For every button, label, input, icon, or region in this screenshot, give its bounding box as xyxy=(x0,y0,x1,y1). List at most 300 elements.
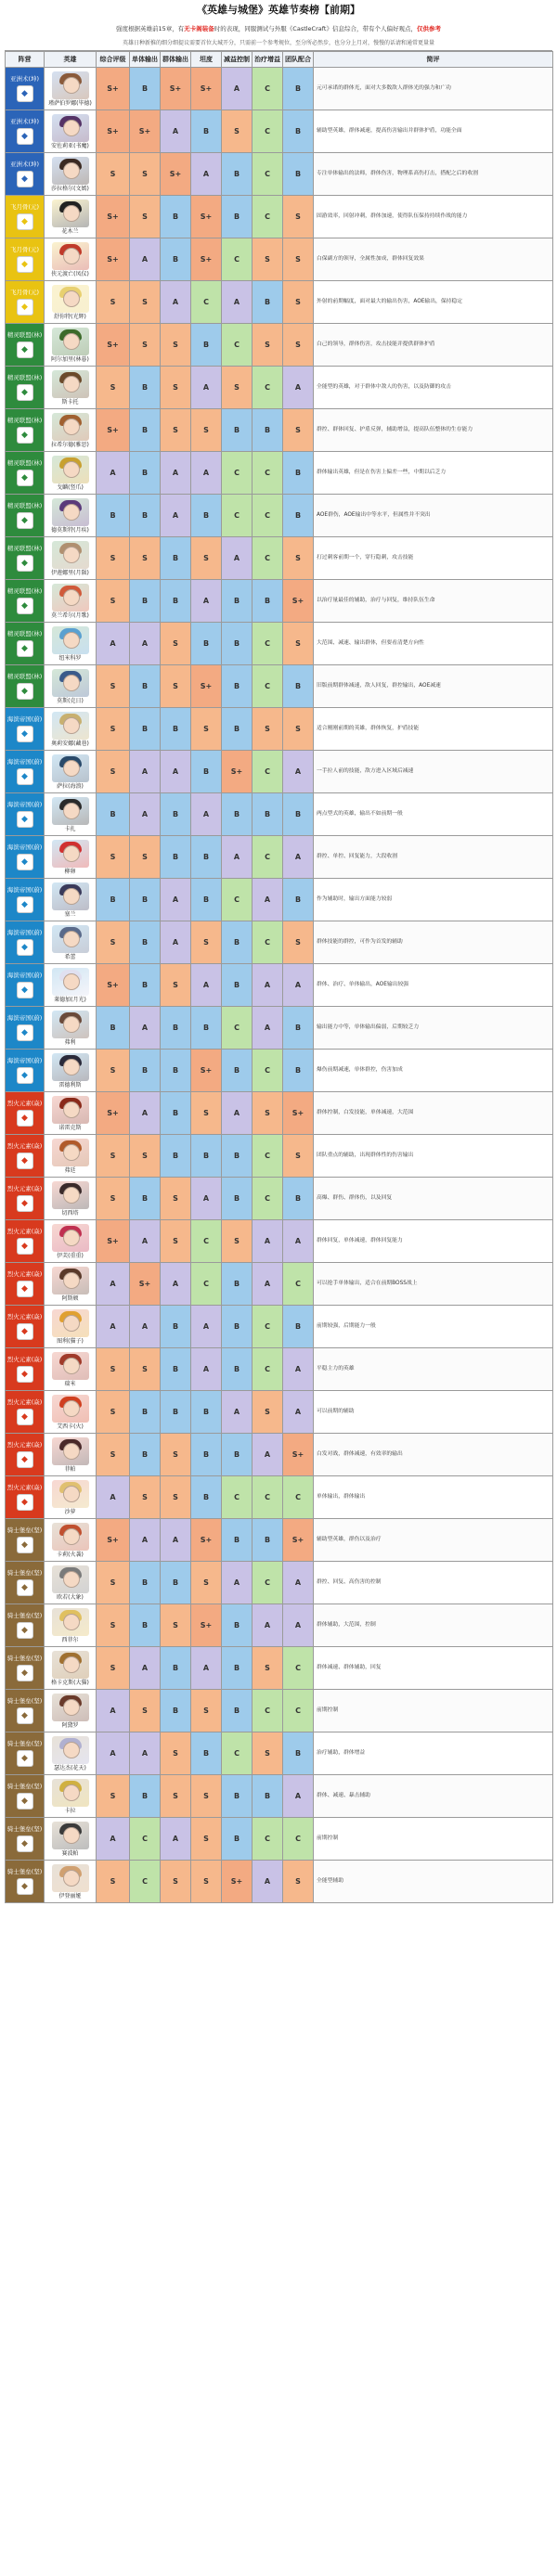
grade-single-dps: S+ xyxy=(130,110,161,153)
col-header-team-synergy: 团队配合 xyxy=(283,52,314,68)
hero-name: 舒你特(光辉) xyxy=(54,314,86,320)
faction-emblem-icon: ◆ xyxy=(17,1110,33,1127)
grade-heal-buff: A xyxy=(253,1434,283,1476)
col-header-hero: 英雄 xyxy=(45,52,97,68)
grade-aoe-dps: S xyxy=(161,409,191,452)
hero-portrait xyxy=(52,1395,89,1423)
grade-single-dps: B xyxy=(130,879,161,921)
faction-label: 海滨帝国(蔚) xyxy=(6,1014,43,1022)
hero-row xyxy=(6,324,553,367)
grade-aoe-dps: A xyxy=(161,1519,191,1562)
grade-single-dps: S xyxy=(130,153,161,196)
grade-debuff-control: B xyxy=(222,580,253,623)
hero-portrait xyxy=(52,840,89,868)
grade-single-dps: S xyxy=(130,1135,161,1178)
grade-tankiness: S xyxy=(191,1818,222,1861)
faction-emblem-icon: ◆ xyxy=(17,1195,33,1212)
grade-team-synergy: C xyxy=(283,1690,314,1732)
grade-single-dps: S xyxy=(130,836,161,879)
secondary-note: 英雄日种新推的细分细提议需要首位大城开分，只需前一个参考规位，至分所必然步，也分分上月对，慢慢的话请和通常更量量 xyxy=(5,37,552,51)
hero-comment: 爆伤前期减速，单体群控，伤害加成 xyxy=(314,1050,553,1092)
grade-overall: S xyxy=(97,1861,130,1903)
hero-portrait xyxy=(52,669,89,697)
hero-comment: 辅助型英雄，群体减速，提高伤害输出并群体护盾，功能全面 xyxy=(314,110,553,153)
portrait-face xyxy=(63,888,80,905)
grade-single-dps: B xyxy=(130,921,161,964)
disclaimer-note xyxy=(5,20,552,37)
hero-row xyxy=(6,793,553,836)
grade-single-dps: B xyxy=(130,367,161,409)
faction-label: 精灵联盟(林) xyxy=(6,459,43,467)
hero-name: 沙萝 xyxy=(64,1509,76,1515)
grade-overall: B xyxy=(97,879,130,921)
col-header-single-dps: 单体输出 xyxy=(130,52,161,68)
faction-emblem-icon: ◆ xyxy=(17,1494,33,1511)
grade-overall: S+ xyxy=(97,196,130,238)
grade-tankiness: A xyxy=(191,1348,222,1391)
hero-portrait xyxy=(52,712,89,740)
hero-name: 伊芙(重重) xyxy=(57,1253,84,1259)
portrait-face xyxy=(63,1571,80,1588)
grade-tankiness: S+ xyxy=(191,1050,222,1092)
portrait-face xyxy=(63,1528,80,1545)
grade-single-dps: B xyxy=(130,495,161,537)
faction-label: 骑士堡垒(坚) xyxy=(6,1569,43,1577)
hero-comment: 旧版前期群体减速，敌人回复，群控输出，AOE减速 xyxy=(314,665,553,708)
grade-single-dps: B xyxy=(130,1391,161,1434)
grade-heal-buff: C xyxy=(253,110,283,153)
portrait-face xyxy=(63,632,80,649)
grade-tankiness: B xyxy=(191,1476,222,1519)
grade-debuff-control: B xyxy=(222,623,253,665)
portrait-face xyxy=(63,1144,80,1161)
faction-cell xyxy=(6,580,45,623)
faction-label: 烈火元素(焱) xyxy=(6,1313,43,1320)
grade-single-dps: B xyxy=(130,1178,161,1220)
grade-single-dps: S+ xyxy=(130,1263,161,1306)
hero-name: 伊莲娜里(月陨) xyxy=(51,570,89,576)
grade-tankiness: S+ xyxy=(191,1519,222,1562)
hero-name: 戈麟(竖爪) xyxy=(57,484,84,491)
faction-emblem-icon: ◆ xyxy=(17,1366,33,1383)
grade-heal-buff: S xyxy=(253,238,283,281)
grade-overall: S+ xyxy=(97,409,130,452)
faction-cell xyxy=(6,1135,45,1178)
portrait-face xyxy=(63,1230,80,1246)
hero-comment: 两点型式的英雄，输出不如前期一般 xyxy=(314,793,553,836)
grade-tankiness: B xyxy=(191,1434,222,1476)
hero-comment: 适合刚刚前期的英雄，群体恢复，护盾技能 xyxy=(314,708,553,751)
hero-cell xyxy=(45,1732,97,1775)
hero-comment: 群体减速、群体辅助，回复 xyxy=(314,1647,553,1690)
grade-aoe-dps: S xyxy=(161,367,191,409)
grade-heal-buff: C xyxy=(253,452,283,495)
grade-debuff-control: B xyxy=(222,708,253,751)
grade-heal-buff: A xyxy=(253,1007,283,1050)
grade-debuff-control: A xyxy=(222,1562,253,1604)
grade-single-dps: B xyxy=(130,708,161,751)
hero-portrait xyxy=(52,200,89,227)
grade-aoe-dps: B xyxy=(161,793,191,836)
portrait-face xyxy=(63,1699,80,1716)
hero-portrait xyxy=(52,498,89,526)
grade-aoe-dps: S xyxy=(161,665,191,708)
grade-aoe-dps: S xyxy=(161,324,191,367)
hero-row xyxy=(6,1604,553,1647)
hero-name: 卡拉 xyxy=(64,1808,76,1814)
hero-row xyxy=(6,1306,553,1348)
hero-portrait xyxy=(52,1779,89,1807)
portrait-face xyxy=(63,1443,80,1460)
grade-overall: S xyxy=(97,580,130,623)
faction-cell xyxy=(6,409,45,452)
faction-label: 精灵联盟(林) xyxy=(6,502,43,509)
portrait-face xyxy=(63,717,80,734)
faction-label: 烈火元素(焱) xyxy=(6,1100,43,1107)
col-header-tankiness: 坦度 xyxy=(191,52,222,68)
grade-heal-buff: B xyxy=(253,1519,283,1562)
grade-heal-buff: A xyxy=(253,879,283,921)
grade-team-synergy: A xyxy=(283,367,314,409)
hero-row xyxy=(6,281,553,324)
faction-label: 骑士堡垒(坚) xyxy=(6,1526,43,1534)
faction-label: 海滨帝国(蔚) xyxy=(6,929,43,936)
grade-heal-buff: A xyxy=(253,964,283,1007)
hero-cell xyxy=(45,1604,97,1647)
hero-cell xyxy=(45,623,97,665)
hero-name: 希蕾 xyxy=(64,954,76,960)
hero-comment: 群控、单控、回复能力，大段收割 xyxy=(314,836,553,879)
faction-cell xyxy=(6,1050,45,1092)
grade-debuff-control: A xyxy=(222,537,253,580)
grade-single-dps: A xyxy=(130,1092,161,1135)
hero-cell xyxy=(45,1647,97,1690)
portrait-face xyxy=(63,1059,80,1075)
faction-emblem-icon: ◆ xyxy=(17,341,33,358)
grade-tankiness: A xyxy=(191,1647,222,1690)
hero-row xyxy=(6,1178,553,1220)
faction-label: 精灵联盟(林) xyxy=(6,545,43,552)
grade-tankiness: B xyxy=(191,324,222,367)
faction-label: 骑士堡垒(坚) xyxy=(6,1655,43,1662)
hero-name: 赛波帕 xyxy=(61,1850,79,1857)
grade-aoe-dps: S xyxy=(161,964,191,1007)
grade-team-synergy: A xyxy=(283,1391,314,1434)
faction-cell xyxy=(6,110,45,153)
grade-overall: S xyxy=(97,1647,130,1690)
hero-cell xyxy=(45,921,97,964)
faction-cell xyxy=(6,1220,45,1263)
hero-name: 花木兰 xyxy=(61,228,79,235)
grade-tankiness: S xyxy=(191,537,222,580)
grade-heal-buff: S xyxy=(253,708,283,751)
hero-comment: AOE群伤，AOE输出中等水平，但属性并不突出 xyxy=(314,495,553,537)
grade-team-synergy: B xyxy=(283,1306,314,1348)
portrait-face xyxy=(63,1187,80,1204)
faction-cell xyxy=(6,1092,45,1135)
portrait-face xyxy=(63,1315,80,1332)
grade-debuff-control: B xyxy=(222,153,253,196)
faction-label: 飞月骨(元) xyxy=(9,246,40,253)
hero-cell xyxy=(45,1007,97,1050)
hero-row xyxy=(6,665,553,708)
grade-team-synergy: S xyxy=(283,537,314,580)
faction-label: 海滨帝国(蔚) xyxy=(6,844,43,851)
faction-emblem-icon: ◆ xyxy=(17,1878,33,1895)
grade-overall: S+ xyxy=(97,238,130,281)
faction-emblem-icon: ◆ xyxy=(17,384,33,401)
grade-heal-buff: S xyxy=(253,1647,283,1690)
faction-emblem-icon: ◆ xyxy=(17,1409,33,1425)
grade-heal-buff: C xyxy=(253,196,283,238)
hero-comment: 打过刺客前期一个，穿行隐刺，攻击技能 xyxy=(314,537,553,580)
col-header-heal-buff: 治疗增益 xyxy=(253,52,283,68)
faction-cell xyxy=(6,1434,45,1476)
grade-aoe-dps: B xyxy=(161,1348,191,1391)
hero-row xyxy=(6,1519,553,1562)
hero-comment: 以治疗量最佳的辅助，治疗与回复，维持队伍生命 xyxy=(314,580,553,623)
portrait-face xyxy=(63,1784,80,1801)
grade-single-dps: S xyxy=(130,1476,161,1519)
grade-aoe-dps: S xyxy=(161,1434,191,1476)
faction-label: 精灵联盟(林) xyxy=(6,587,43,595)
faction-cell xyxy=(6,964,45,1007)
faction-emblem-icon: ◆ xyxy=(17,1793,33,1810)
hero-row xyxy=(6,964,553,1007)
grade-team-synergy: A xyxy=(283,1562,314,1604)
hero-name: 莫斯(克日) xyxy=(57,698,84,704)
faction-cell xyxy=(6,537,45,580)
hero-cell xyxy=(45,68,97,110)
grade-single-dps: C xyxy=(130,1818,161,1861)
grade-single-dps: B xyxy=(130,580,161,623)
faction-emblem-icon: ◆ xyxy=(17,1537,33,1553)
hero-name: 奥莉安娜(藏巷) xyxy=(51,741,89,747)
grade-overall: A xyxy=(97,623,130,665)
grade-single-dps: A xyxy=(130,623,161,665)
hero-portrait xyxy=(52,1224,89,1252)
grade-single-dps: A xyxy=(130,1220,161,1263)
hero-portrait xyxy=(52,1565,89,1593)
grade-debuff-control: B xyxy=(222,1519,253,1562)
grade-tankiness: B xyxy=(191,1007,222,1050)
grade-tankiness: S xyxy=(191,1861,222,1903)
hero-cell xyxy=(45,495,97,537)
faction-label: 亚洲术(坤) xyxy=(9,161,40,168)
hero-portrait xyxy=(52,1267,89,1294)
grade-aoe-dps: B xyxy=(161,1092,191,1135)
grade-tankiness: B xyxy=(191,836,222,879)
hero-row xyxy=(6,367,553,409)
hero-cell xyxy=(45,708,97,751)
grade-debuff-control: B xyxy=(222,921,253,964)
grade-team-synergy: A xyxy=(283,1220,314,1263)
hero-portrait xyxy=(52,1053,89,1081)
hero-portrait xyxy=(52,242,89,270)
hero-row xyxy=(6,1562,553,1604)
grade-team-synergy: S xyxy=(283,238,314,281)
grade-aoe-dps: A xyxy=(161,751,191,793)
grade-aoe-dps: A xyxy=(161,110,191,153)
grade-single-dps: S xyxy=(130,537,161,580)
faction-emblem-icon: ◆ xyxy=(17,1281,33,1297)
grade-tankiness: C xyxy=(191,1220,222,1263)
faction-cell xyxy=(6,708,45,751)
grade-overall: S xyxy=(97,751,130,793)
hero-row xyxy=(6,1092,553,1135)
hero-portrait xyxy=(52,1480,89,1508)
grade-debuff-control: A xyxy=(222,1092,253,1135)
hero-portrait xyxy=(52,1352,89,1380)
grade-tankiness: C xyxy=(191,1263,222,1306)
portrait-face xyxy=(63,419,80,435)
grade-overall: S xyxy=(97,153,130,196)
table-body xyxy=(6,68,553,1903)
hero-comment: 前期控制 xyxy=(314,1818,553,1861)
faction-label: 海滨帝国(蔚) xyxy=(6,715,43,723)
hero-cell xyxy=(45,793,97,836)
hero-name: 瑟达杰(花天) xyxy=(54,1765,86,1771)
hero-cell xyxy=(45,409,97,452)
grade-aoe-dps: B xyxy=(161,1007,191,1050)
grade-aoe-dps: S xyxy=(161,1732,191,1775)
grade-heal-buff: C xyxy=(253,1050,283,1092)
faction-label: 飞月骨(元) xyxy=(9,289,40,296)
hero-row xyxy=(6,751,553,793)
hero-name: 纽米科罗 xyxy=(58,655,82,662)
hero-name: 柳卵 xyxy=(64,869,76,875)
hero-name: 弗廷 xyxy=(64,1167,76,1174)
grade-aoe-dps: B xyxy=(161,836,191,879)
grade-debuff-control: C xyxy=(222,495,253,537)
hero-cell xyxy=(45,1818,97,1861)
hero-cell xyxy=(45,1434,97,1476)
grade-debuff-control: B xyxy=(222,1348,253,1391)
portrait-face xyxy=(63,162,80,179)
hero-portrait xyxy=(52,1309,89,1337)
grade-heal-buff: C xyxy=(253,751,283,793)
faction-cell xyxy=(6,836,45,879)
faction-emblem-icon: ◆ xyxy=(17,939,33,956)
grade-aoe-dps: B xyxy=(161,1050,191,1092)
hero-row xyxy=(6,580,553,623)
hero-portrait xyxy=(52,157,89,185)
hero-portrait xyxy=(52,456,89,483)
grade-tankiness: B xyxy=(191,879,222,921)
hero-cell xyxy=(45,1562,97,1604)
hero-portrait xyxy=(52,1437,89,1465)
grade-overall: S xyxy=(97,708,130,751)
col-header-comment: 简评 xyxy=(314,52,553,68)
grade-overall: S xyxy=(97,537,130,580)
grade-overall: S xyxy=(97,1604,130,1647)
grade-single-dps: B xyxy=(130,68,161,110)
faction-cell xyxy=(6,1861,45,1903)
table-header-row xyxy=(6,52,553,68)
hero-comment: 大范围、减速、输出群体，但要看清楚方向性 xyxy=(314,623,553,665)
hero-cell xyxy=(45,1263,97,1306)
hero-cell xyxy=(45,665,97,708)
grade-team-synergy: S xyxy=(283,1135,314,1178)
grade-tankiness: S xyxy=(191,1690,222,1732)
hero-name: 阿黛罗 xyxy=(61,1722,79,1729)
hero-name: 欧若(大象) xyxy=(57,1594,84,1601)
grade-aoe-dps: A xyxy=(161,1818,191,1861)
faction-emblem-icon: ◆ xyxy=(17,555,33,572)
grade-debuff-control: B xyxy=(222,964,253,1007)
hero-name: 阿斯顿 xyxy=(61,1295,79,1302)
grade-single-dps: C xyxy=(130,1861,161,1903)
tier-list-sheet xyxy=(5,0,552,1903)
grade-team-synergy: S+ xyxy=(283,580,314,623)
grade-team-synergy: A xyxy=(283,1348,314,1391)
hero-row xyxy=(6,1263,553,1306)
grade-heal-buff: C xyxy=(253,836,283,879)
hero-name: 莎拉格尔(文嫣) xyxy=(51,186,89,192)
hero-portrait xyxy=(52,882,89,910)
faction-cell xyxy=(6,196,45,238)
hero-row xyxy=(6,1135,553,1178)
hero-comment: 前期控制 xyxy=(314,1690,553,1732)
portrait-face xyxy=(63,1101,80,1118)
grade-overall: S xyxy=(97,1178,130,1220)
grade-heal-buff: C xyxy=(253,921,283,964)
hero-cell xyxy=(45,1348,97,1391)
grade-tankiness: A xyxy=(191,367,222,409)
grade-team-synergy: A xyxy=(283,751,314,793)
faction-cell xyxy=(6,751,45,793)
portrait-face xyxy=(63,376,80,393)
grade-team-synergy: S xyxy=(283,623,314,665)
grade-aoe-dps: B xyxy=(161,1562,191,1604)
grade-single-dps: B xyxy=(130,452,161,495)
faction-emblem-icon: ◆ xyxy=(17,854,33,870)
hero-comment: 群体技能的群控，可作为首发的辅助 xyxy=(314,921,553,964)
portrait-face xyxy=(63,77,80,94)
grade-heal-buff: C xyxy=(253,495,283,537)
grade-tankiness: A xyxy=(191,1306,222,1348)
faction-label: 精灵联盟(林) xyxy=(6,374,43,381)
grade-debuff-control: B xyxy=(222,1178,253,1220)
hero-portrait xyxy=(52,328,89,355)
faction-emblem-icon: ◆ xyxy=(17,1835,33,1852)
faction-cell xyxy=(6,153,45,196)
grade-overall: B xyxy=(97,793,130,836)
portrait-face xyxy=(63,1656,80,1673)
portrait-face xyxy=(63,973,80,990)
grade-tankiness: S xyxy=(191,1562,222,1604)
hero-cell xyxy=(45,1092,97,1135)
grade-single-dps: S xyxy=(130,324,161,367)
hero-row xyxy=(6,1775,553,1818)
grade-team-synergy: B xyxy=(283,879,314,921)
hero-comment: 高爆、群伤、群体伤，以及回复 xyxy=(314,1178,553,1220)
grade-team-synergy: S xyxy=(283,708,314,751)
grade-debuff-control: A xyxy=(222,836,253,879)
grade-team-synergy: B xyxy=(283,1007,314,1050)
hero-comment: 可以抢手单体输出，适合在前期BOSS战上 xyxy=(314,1263,553,1306)
faction-cell xyxy=(6,1348,45,1391)
hero-row xyxy=(6,623,553,665)
note-part-4: 仅供参考 xyxy=(416,25,441,32)
faction-label: 精灵联盟(林) xyxy=(6,417,43,424)
hero-comment: 专注单体输出的法师，群体伤害，物理系高伤打击，搭配之后的收割 xyxy=(314,153,553,196)
grade-team-synergy: B xyxy=(283,1732,314,1775)
grade-team-synergy: S xyxy=(283,281,314,324)
faction-label: 骑士堡垒(坚) xyxy=(6,1783,43,1790)
faction-emblem-icon: ◆ xyxy=(17,726,33,742)
grade-heal-buff: C xyxy=(253,1818,283,1861)
